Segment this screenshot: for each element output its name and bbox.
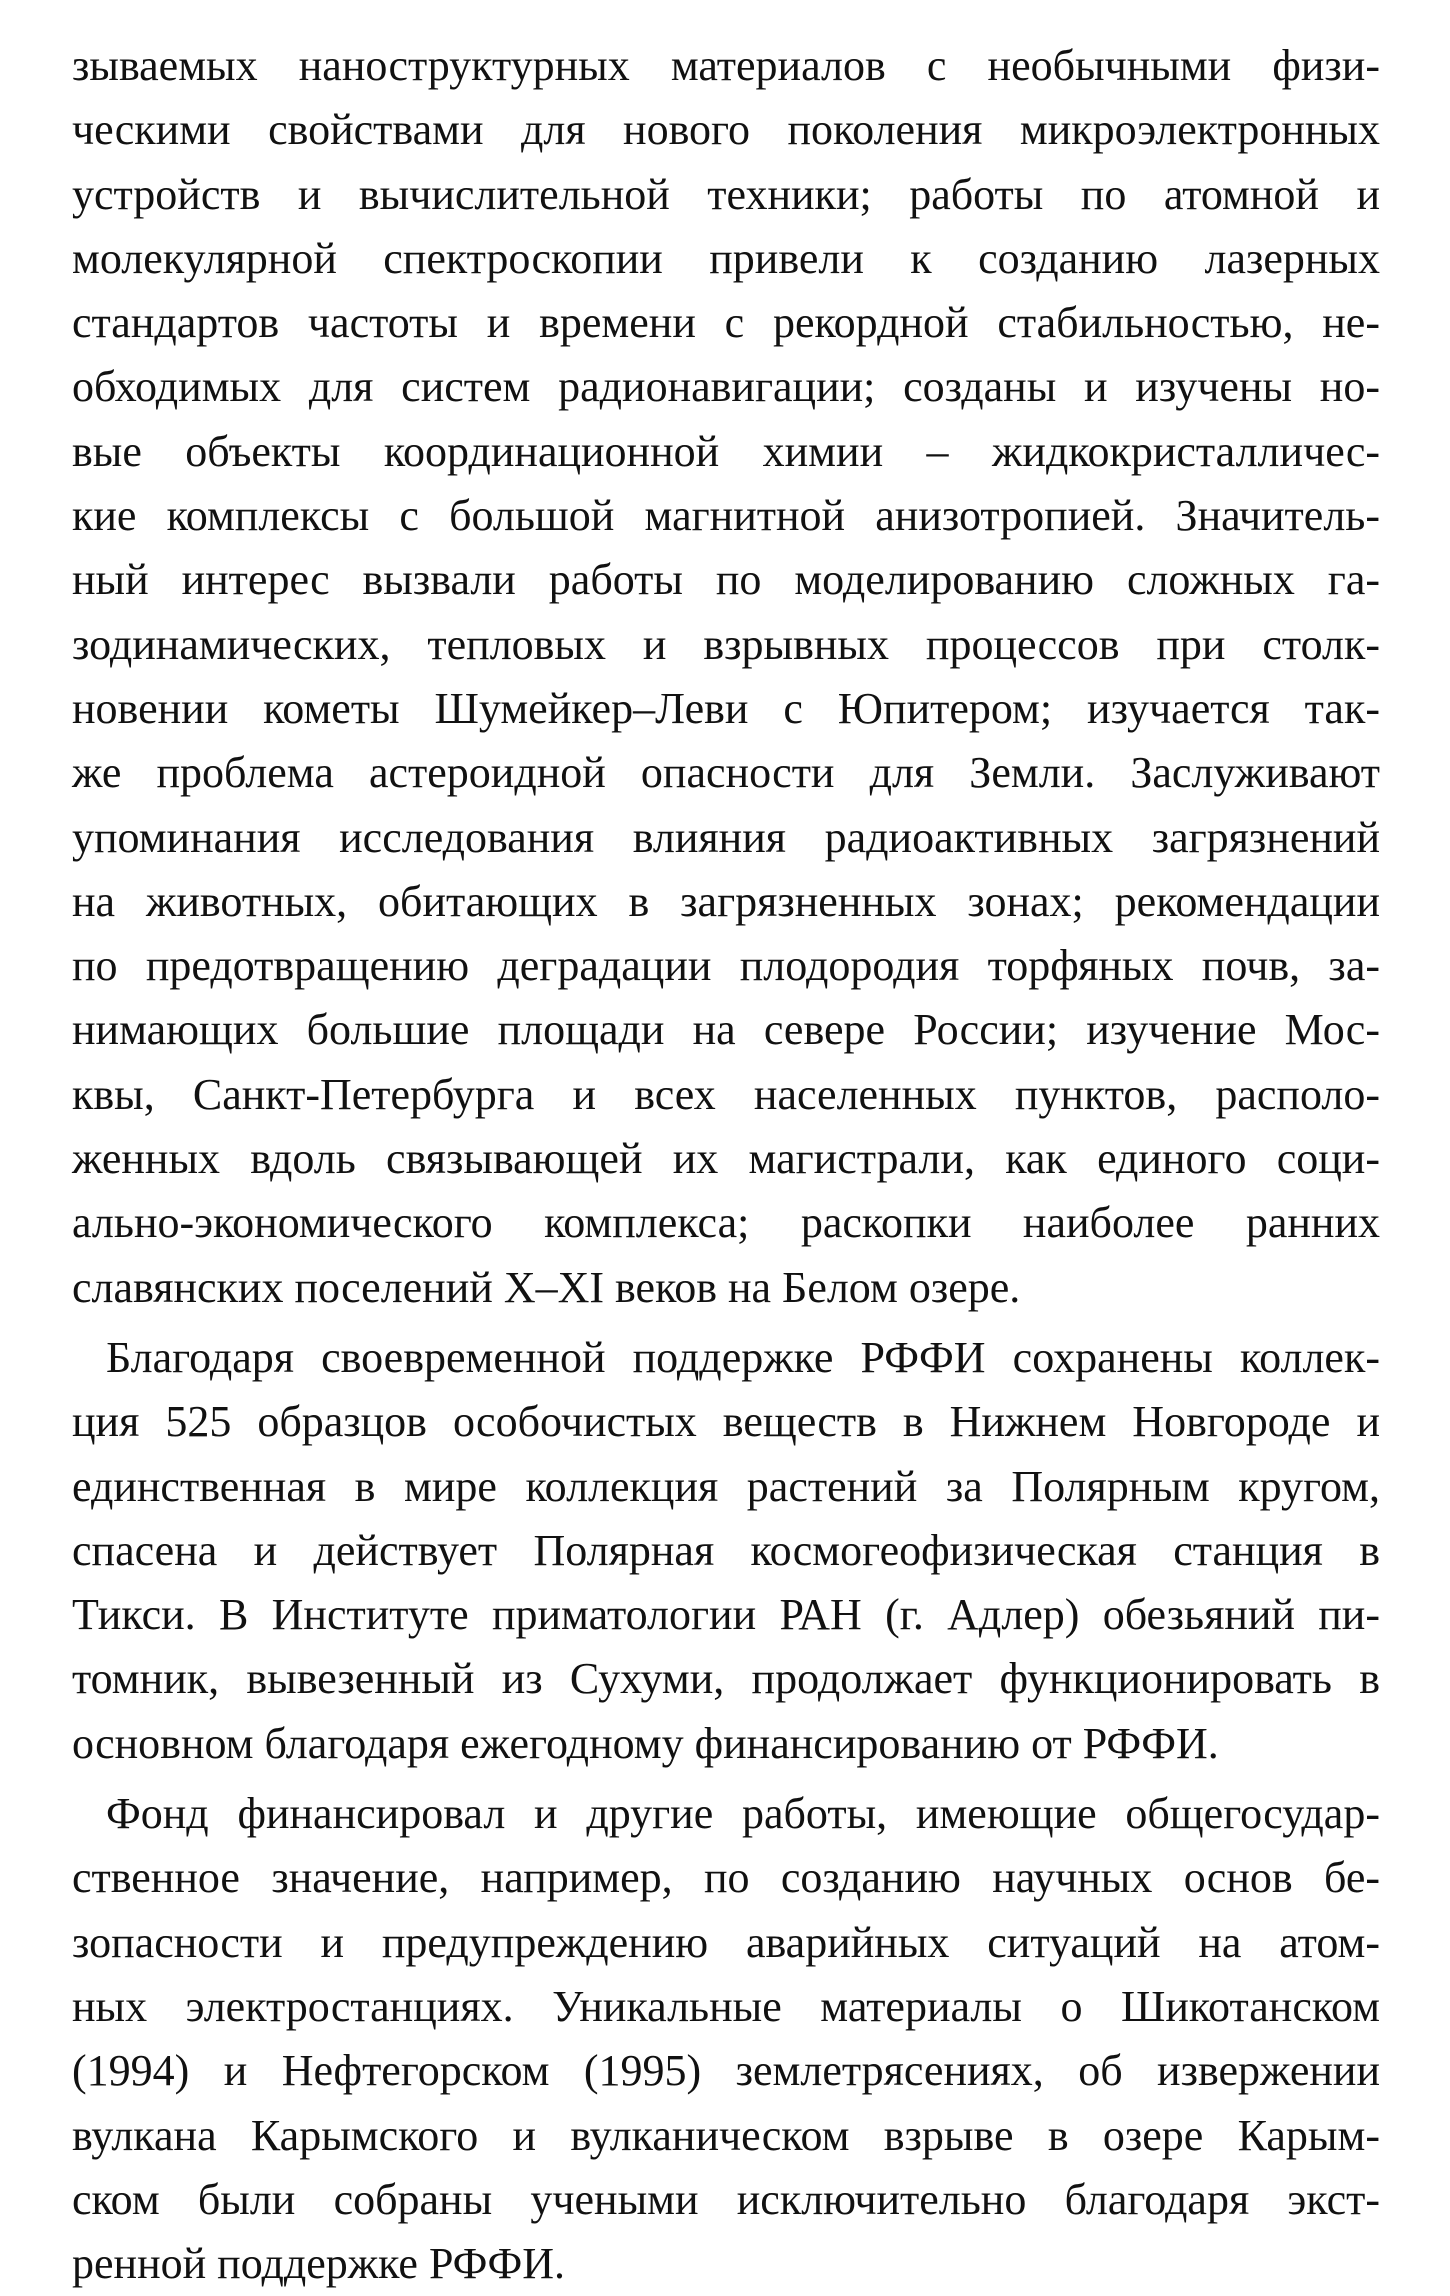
- text-line: основном благодаря ежегодному финансированию от РФФИ.: [72, 1718, 1219, 1768]
- text-line: ный интерес вызвали работы по моделированию сложных га-: [72, 555, 1380, 605]
- text-line: единственная в мире коллекция растений за Полярным кругом,: [72, 1461, 1380, 1511]
- text-line: стандартов частоты и времени с рекордной стабильностью, не-: [72, 298, 1380, 348]
- text-line: ском были собраны учеными исключительно благодаря экст-: [72, 2174, 1380, 2224]
- text-line: славянских поселений X–XI веков на Белом озере.: [72, 1262, 1021, 1312]
- text-line: ренной поддержке РФФИ.: [72, 2239, 565, 2289]
- text-line: кие комплексы с большой магнитной анизотропией. Значитель-: [72, 491, 1380, 541]
- text-line: по предотвращению деградации плодородия торфяных почв, за-: [72, 941, 1380, 991]
- text-line: новении кометы Шумейкер–Леви с Юпитером; изучается так-: [72, 683, 1380, 733]
- text-line: Благодаря своевременной поддержке РФФИ сохранены коллек-: [106, 1332, 1380, 1382]
- text-line: зываемых наноструктурных материалов с необычными физи-: [72, 41, 1380, 90]
- text-line: на животных, обитающих в загрязненных зонах; рекомендации: [72, 876, 1380, 926]
- text-line: квы, Санкт-Петербурга и всех населенных пунктов, располо-: [72, 1069, 1380, 1119]
- document-page: [72, 34, 1380, 2296]
- paragraph-research-results: [72, 34, 1380, 1320]
- text-line: ственное значение, например, по созданию научных основ бе-: [72, 1853, 1380, 1903]
- text-line: томник, вывезенный из Сухуми, продолжает функционировать в: [72, 1654, 1380, 1704]
- text-line: ных электростанциях. Уникальные материалы о Шикотанском: [72, 1981, 1380, 2031]
- text-line: спасена и действует Полярная космогеофизическая станция в: [72, 1525, 1380, 1575]
- text-line: зопасности и предупреждению аварийных ситуаций на атом-: [72, 1917, 1380, 1967]
- text-line: устройств и вычислительной техники; работы по атомной и: [72, 169, 1380, 219]
- text-line: Тикси. В Институте приматологии РАН (г. Адлер) обезьяний пи-: [72, 1590, 1380, 1640]
- text-line: ческими свойствами для нового поколения микроэлектронных: [72, 105, 1380, 155]
- text-line: женных вдоль связывающей их магистрали, как единого соци-: [72, 1134, 1380, 1184]
- paragraph-rffi-support: [72, 1326, 1380, 1776]
- text-line: молекулярной спектроскопии привели к созданию лазерных: [72, 233, 1380, 283]
- text-line: же проблема астероидной опасности для Земли. Заслуживают: [72, 748, 1380, 798]
- text-line: (1994) и Нефтегорском (1995) землетрясениях, об извержении: [72, 2046, 1380, 2096]
- paragraph-fund-financing: [72, 1782, 1380, 2296]
- text-line: Фонд финансировал и другие работы, имеющие общегосудар-: [106, 1789, 1380, 1839]
- text-line: вые объекты координационной химии – жидкокристалличес-: [72, 426, 1380, 476]
- text-line: ально-экономического комплекса; раскопки наиболее ранних: [72, 1198, 1380, 1248]
- text-line: вулкана Карымского и вулканическом взрыве в озере Карым-: [72, 2110, 1380, 2160]
- text-line: нимающих большие площади на севере России; изучение Мос-: [72, 1005, 1380, 1055]
- text-line: упоминания исследования влияния радиоактивных загрязнений: [72, 812, 1380, 862]
- text-line: зодинамических, тепловых и взрывных процессов при столк-: [72, 619, 1380, 669]
- text-line: обходимых для систем радионавигации; созданы и изучены но-: [72, 362, 1380, 412]
- text-line: ция 525 образцов особочистых веществ в Нижнем Новгороде и: [72, 1397, 1380, 1447]
